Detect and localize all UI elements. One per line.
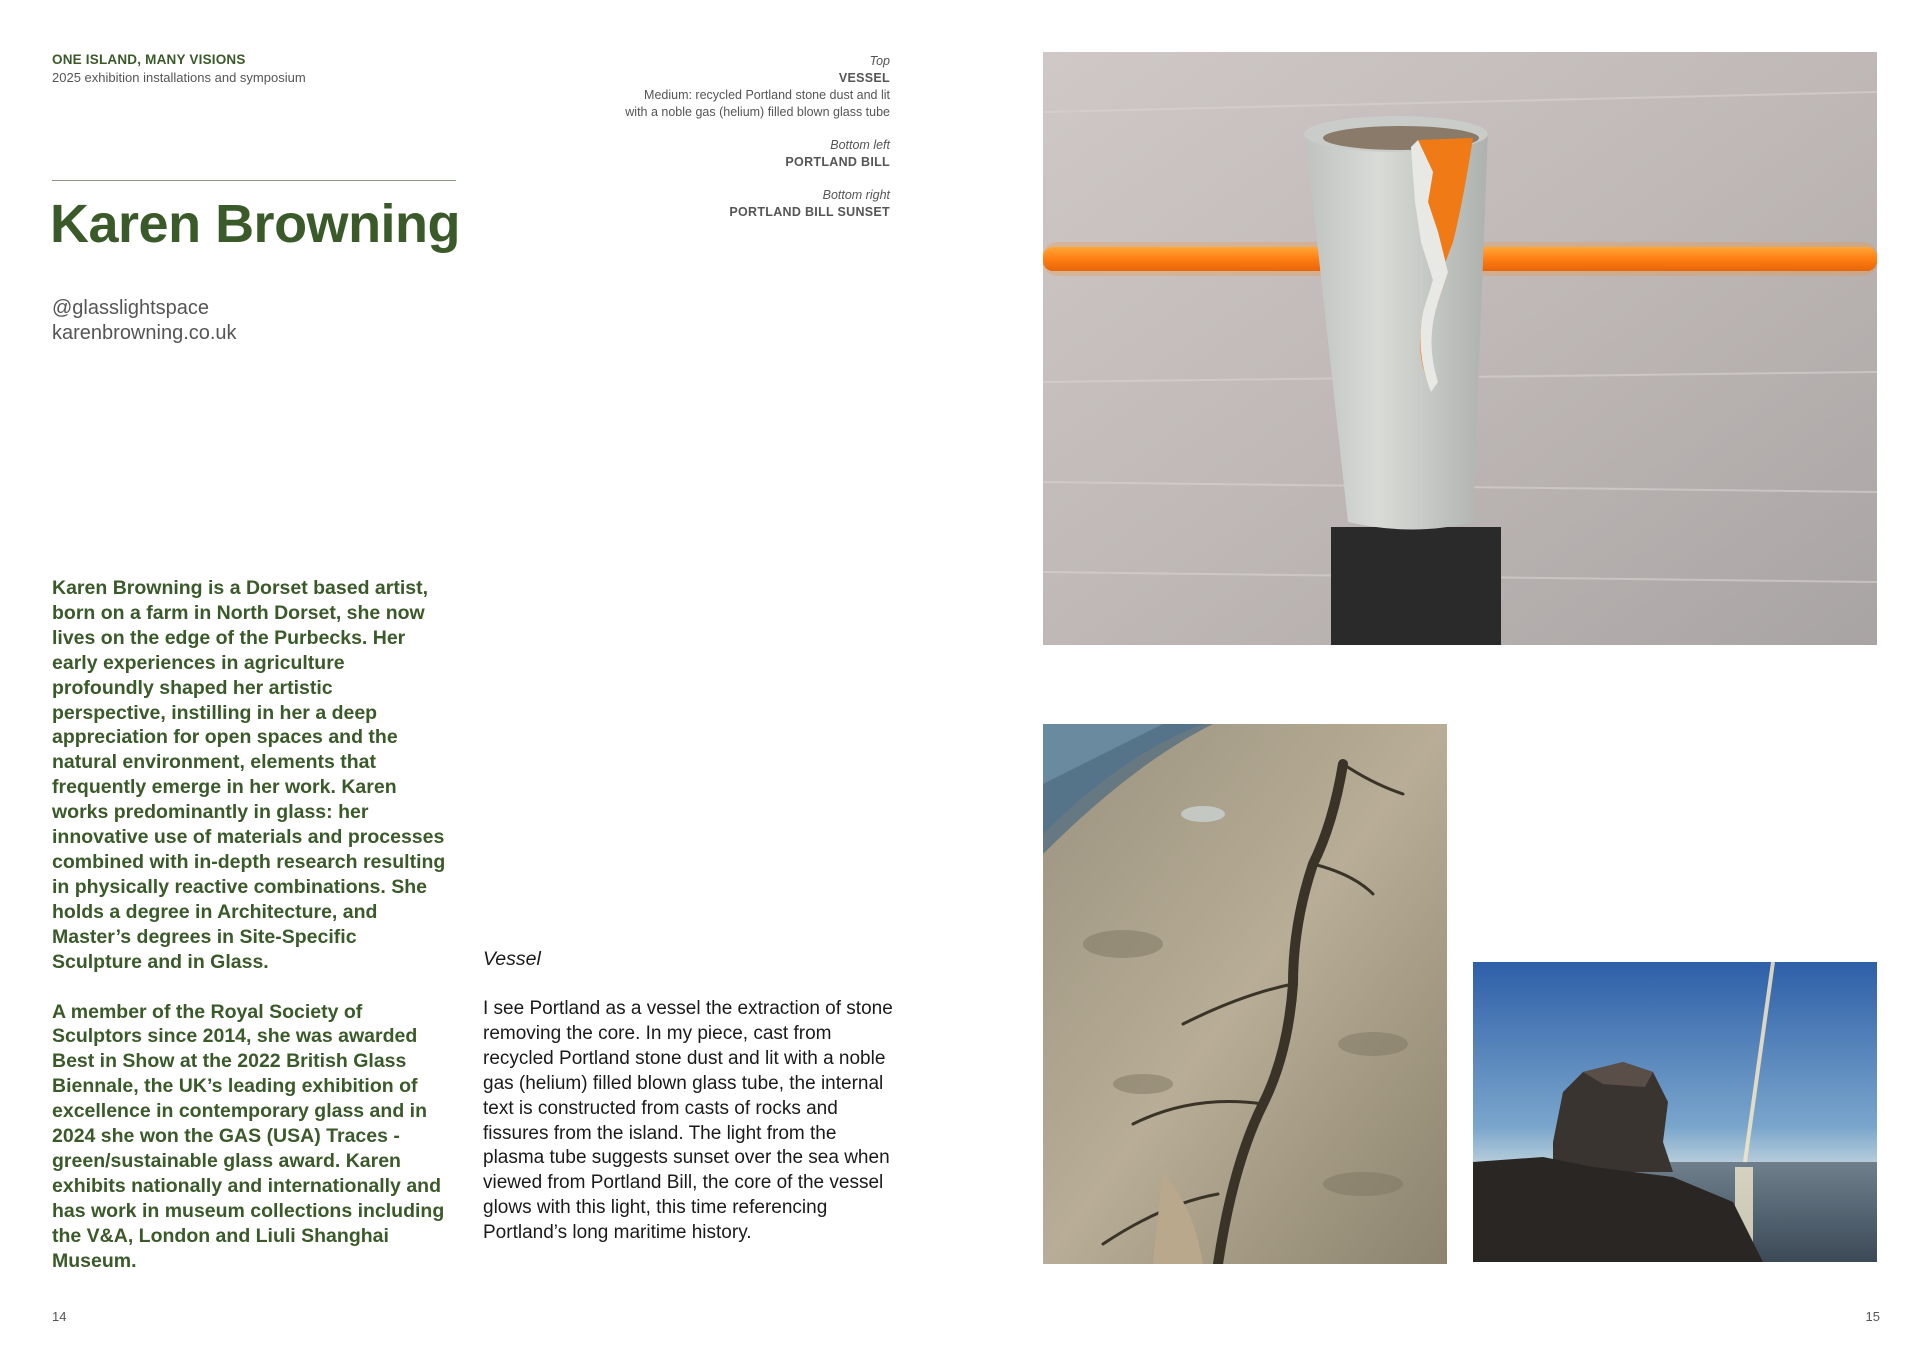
artist-contact	[52, 296, 237, 346]
caption-position: Bottom left	[830, 138, 890, 152]
caption-medium-line: with a noble gas (helium) filled blown glass tube	[625, 105, 890, 119]
caption-bottom-left	[530, 137, 890, 171]
vessel-photo	[1043, 52, 1877, 645]
caption-position: Top	[869, 54, 890, 68]
publication-title: ONE ISLAND, MANY VISIONS	[52, 52, 246, 67]
caption-medium-line: Medium: recycled Portland stone dust and lit	[644, 88, 890, 102]
page-number-left: 14	[52, 1309, 67, 1324]
caption-title: VESSEL	[838, 71, 890, 85]
work-description: I see Portland as a vessel the extraction of stone removing the core. In my piece, cast from recycled Portland stone dust and lit with a noble gas (helium) filled blown glass tube, the internal text is constructed from casts of rocks and fissures from the island. The light from the plasma tube suggests sunset over the sea when viewed from Portland Bill, the core of the vessel glows with this light, this time referencing Portland’s long maritime history.	[483, 998, 893, 1244]
bio-paragraph: A member of the Royal Society of Sculptors since 2014, she was awarded Best in Show at the 2022 British Glass Biennale, the UK’s leading exhibition of excellence in contemporary glass and in 2024 she won the GAS (USA) Traces - green/sustainable glass award. Karen exhibits nationally and internationally and has work in museum collections including the V&A, London and Liuli Shanghai Museum.	[52, 1000, 445, 1272]
caption-position: Bottom right	[822, 188, 890, 202]
caption-top	[530, 53, 890, 121]
bio-paragraph: Karen Browning is a Dorset based artist, born on a farm in North Dorset, she now lives on the edge of the Purbecks. Her early experiences in agriculture profoundly shaped her artistic perspective, instilling in her a deep appreciation for open spaces and the natural environment, elements that frequently emerge in her work. Karen works predominantly in glass: her innovative use of materials and processes combined with in-depth research resulting in physically reactive combinations. She holds a degree in Architecture, and Master’s degrees in Site-Specific Sculpture and in Glass.	[52, 577, 446, 973]
portland-bill-sunset-photo	[1473, 962, 1877, 1262]
image-captions	[530, 53, 890, 237]
artist-name: Karen Browning	[50, 194, 461, 254]
artist-bio	[52, 576, 447, 1298]
artist-website-link[interactable]: karenbrowning.co.uk	[52, 322, 237, 344]
artist-handle-link[interactable]: @glasslightspace	[52, 297, 210, 319]
work-title: Vessel	[483, 948, 541, 970]
caption-title: PORTLAND BILL SUNSET	[729, 205, 890, 219]
publication-subtitle: 2025 exhibition installations and symposium	[52, 70, 306, 85]
portland-bill-photo	[1043, 724, 1447, 1264]
divider	[52, 180, 456, 181]
caption-bottom-right	[530, 187, 890, 221]
caption-title: PORTLAND BILL	[785, 155, 890, 169]
page-number-right: 15	[1865, 1309, 1880, 1324]
